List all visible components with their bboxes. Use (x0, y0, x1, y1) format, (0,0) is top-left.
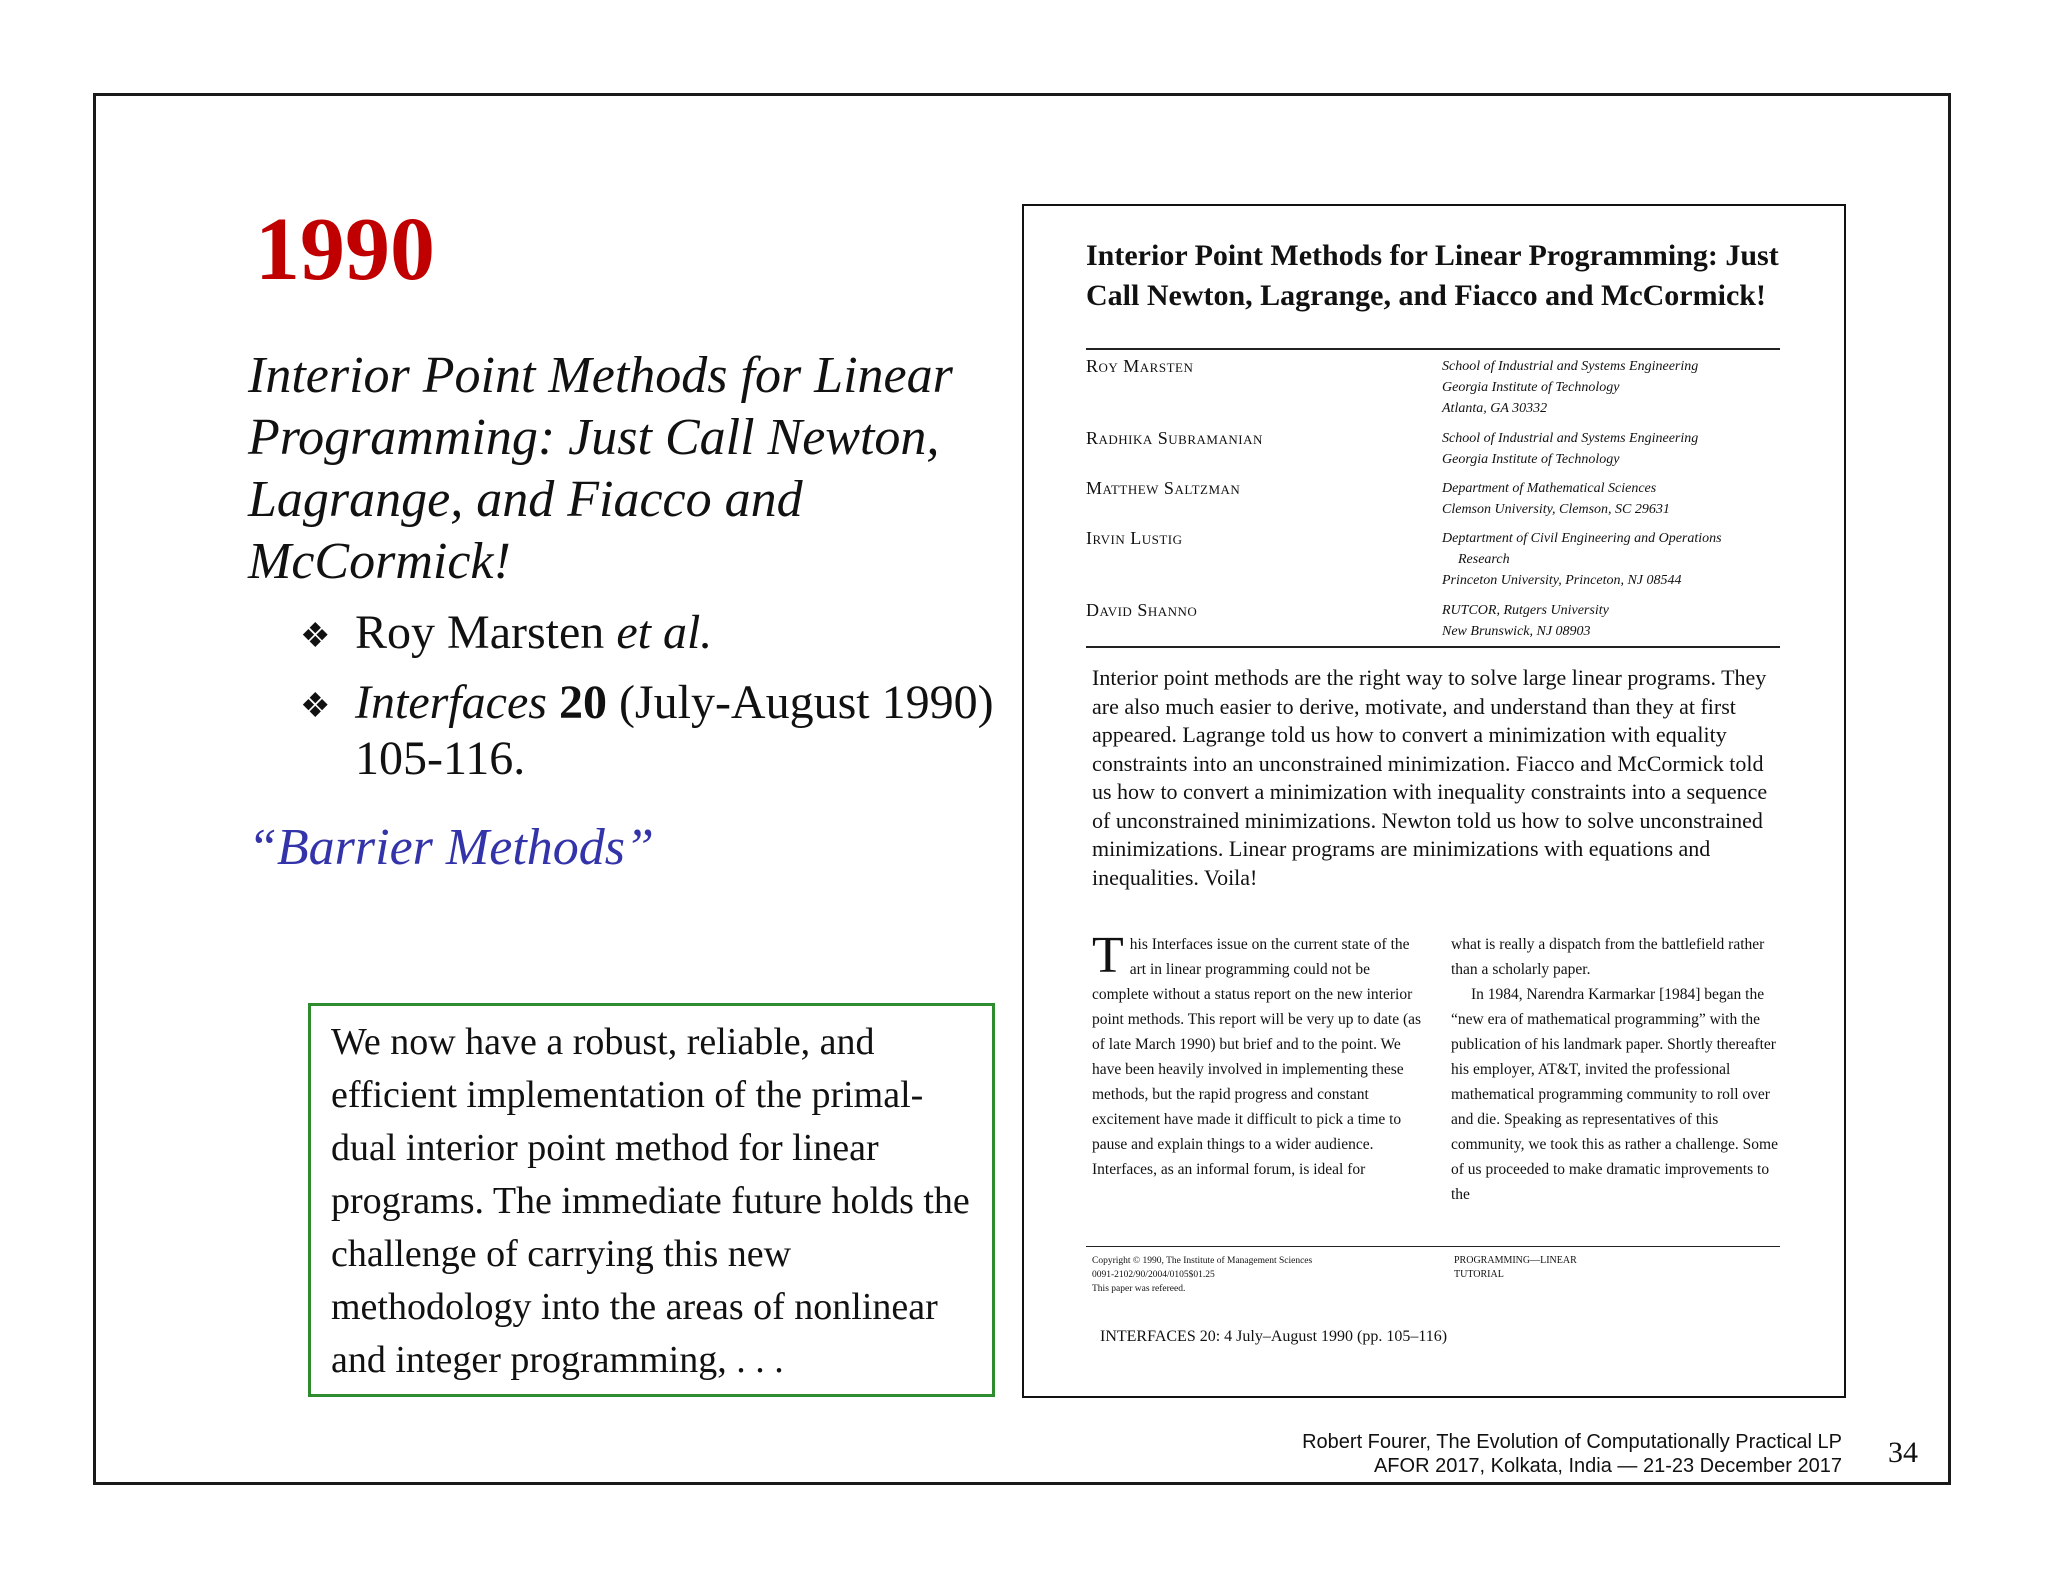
affiliation-line: School of Industrial and Systems Engineering (1442, 431, 1699, 446)
bullet-author (300, 605, 1000, 661)
category-line: TUTORIAL (1454, 1269, 1504, 1280)
quote-box (308, 1003, 995, 1397)
slide-footer (1302, 1430, 1842, 1478)
paper-category (1454, 1254, 1654, 1282)
paper-column-right (1451, 932, 1787, 1207)
bullet-citation-rest: (July-August 1990) 105-116. (355, 676, 994, 785)
author-name: Irvin Lustig (1086, 528, 1183, 548)
author-affiliation (1442, 356, 1782, 419)
diamond-bullet-icon: ❖ (300, 618, 331, 655)
slide-title: Interior Point Methods for Linear Programming: Just Call Newton, Lagrange, and Fiacco and McCormick! (248, 347, 953, 590)
affiliation-line: Princeton University, Princeton, NJ 08544 (1442, 573, 1682, 588)
bullet-citation (300, 675, 1000, 787)
affiliation-line: Research (1458, 552, 1510, 567)
paper-abstract: Interior point methods are the right way to solve large linear programs. They are also much easier to derive, motivate, and understand than they at first appeared. Lagrange told us how to convert a minimization with equality constraints into an unconstrained minimization. Fiacco and McCormick told us how to convert a minimization with inequality constraints into a sequence of unconstrained minimizations. Newton told us how to solve unconstrained minimizations. Linear programs are minimizations with equations and inequalities. Voila! (1092, 665, 1768, 890)
author-row (1086, 600, 1786, 646)
bullet-author-name: Roy Marsten (355, 606, 605, 659)
affiliation-line: Atlanta, GA 30332 (1442, 401, 1548, 416)
paper-authors (1086, 356, 1786, 646)
affiliation-line: Georgia Institute of Technology (1442, 380, 1620, 395)
bullet-volume: 20 (558, 676, 607, 729)
author-affiliation (1442, 478, 1782, 520)
bullet-author-etal: et al. (616, 606, 713, 659)
copyright-line: Copyright © 1990, The Institute of Management Sciences (1092, 1256, 1313, 1266)
diamond-bullet-icon: ❖ (300, 688, 331, 725)
quote-text: We now have a robust, reliable, and efficient implementation of the primal-dual interior point method for linear programs. The immediate future holds the challenge of carrying this new methodology into the areas of nonlinear and integer programming, . . . (331, 1021, 970, 1381)
author-row (1086, 356, 1786, 428)
paper-body-left: his Interfaces issue on the current state of the art in linear programming could not be complete without a status report on the new interior point methods. This report will be very up to date (as of late March 1990) but brief and to the point. We have been heavily involved in implementing these methods, but the rapid progress and constant excitement have made it difficult to pick a time to pause and explain things to a wider audience. Interfaces, as an informal forum, is ideal for (1092, 936, 1422, 1178)
affiliation-line: School of Industrial and Systems Engineering (1442, 359, 1699, 374)
paper-image (1022, 204, 1846, 1398)
author-row (1086, 528, 1786, 600)
slide-year: 1990 (255, 200, 435, 299)
author-row (1086, 428, 1786, 478)
author-affiliation (1442, 428, 1782, 470)
copyright-line: This paper was refereed. (1092, 1284, 1186, 1294)
affiliation-line: Clemson University, Clemson, SC 29631 (1442, 502, 1670, 517)
author-name: David Shanno (1086, 600, 1198, 620)
paper-column-left (1092, 927, 1428, 1182)
barrier-methods-subtitle: “Barrier Methods” (248, 819, 654, 876)
paper-body-right-2: In 1984, Narendra Karmarkar [1984] began the “new era of mathematical programming” with the publication of his landmark paper. Shortly thereafter his employer, AT&T, invited the professional mathematical programming community to roll over and die. Speaking as representatives of this community, we took this as rather a challenge. Some of us proceeded to make dramatic improvements to the (1451, 986, 1778, 1203)
page-number: 34 (1888, 1436, 1918, 1469)
affiliation-line: Deptartment of Civil Engineering and Operations (1442, 531, 1722, 546)
paper-title: Interior Point Methods for Linear Programming: Just Call Newton, Lagrange, and Fiacco and McCormick! (1086, 239, 1779, 312)
bullet-journal: Interfaces (355, 676, 547, 729)
paper-divider (1086, 1246, 1780, 1247)
paper-divider (1086, 646, 1780, 648)
author-name: Matthew Saltzman (1086, 478, 1241, 498)
copyright-line: 0091-2102/90/2004/0105$01.25 (1092, 1270, 1215, 1280)
paper-body-right-1: what is really a dispatch from the battlefield rather than a scholarly paper. (1451, 936, 1765, 978)
paper-copyright (1092, 1254, 1422, 1296)
bullet-list (300, 605, 1000, 801)
affiliation-line: New Brunswick, NJ 08903 (1442, 624, 1591, 639)
affiliation-line: Georgia Institute of Technology (1442, 452, 1620, 467)
category-line: PROGRAMMING—LINEAR (1454, 1255, 1577, 1266)
author-affiliation (1442, 600, 1782, 642)
author-row (1086, 478, 1786, 528)
paper-journal-line: INTERFACES 20: 4 July–August 1990 (pp. 105–116) (1100, 1328, 1448, 1345)
footer-line-2: AFOR 2017, Kolkata, India — 21-23 December 2017 (1373, 1455, 1842, 1477)
author-affiliation (1442, 528, 1782, 591)
footer-line-1: Robert Fourer, The Evolution of Computationally Practical LP (1302, 1431, 1842, 1453)
affiliation-line: Department of Mathematical Sciences (1442, 481, 1657, 496)
author-name: Radhika Subramanian (1086, 428, 1263, 448)
affiliation-line: RUTCOR, Rutgers University (1442, 603, 1609, 618)
dropcap-letter: T (1092, 927, 1124, 984)
author-name: Roy Marsten (1086, 356, 1194, 376)
paper-divider (1086, 348, 1780, 350)
